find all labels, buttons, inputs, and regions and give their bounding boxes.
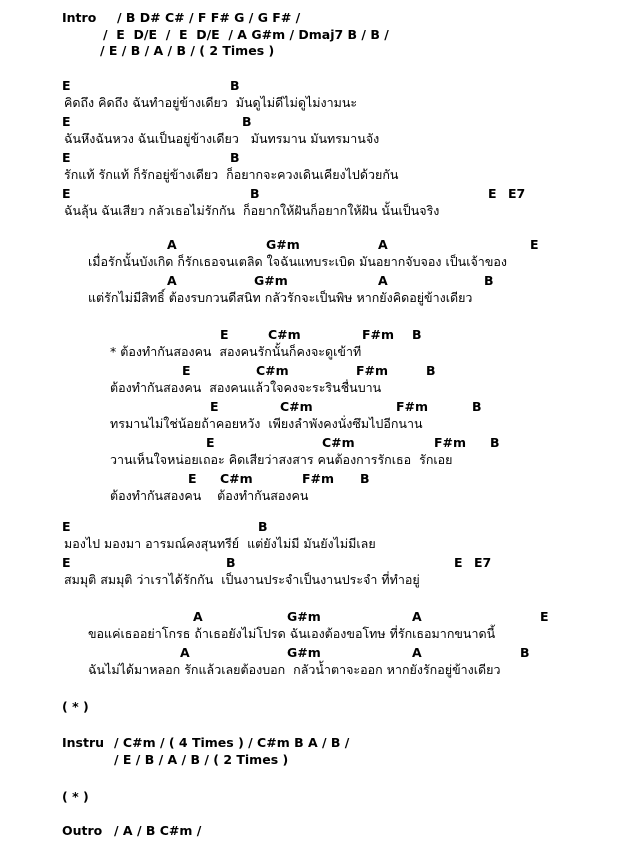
instru-line-1: / C#m / ( 4 Times ) / C#m B A / B /	[114, 735, 350, 750]
chord: B	[230, 150, 240, 165]
chord: A	[378, 273, 388, 288]
chord: F#m	[434, 435, 467, 450]
chord: G#m	[254, 273, 288, 288]
chord: A	[412, 645, 422, 660]
lyric-line: * ต้องทำกันสองคน สองคนรักนั้นก็คงจะดูเข้าที	[110, 344, 362, 359]
lyric-line: มองไป มองมา อารมณ์คงสุนทรีย์ แต่ยังไม่มี มันยังไม่มีเลย	[64, 536, 376, 551]
chord: B	[230, 78, 240, 93]
chord: E	[220, 327, 229, 342]
intro-line-3: / E / B / A / B / ( 2 Times )	[100, 43, 275, 58]
instru-line-2: / E / B / A / B / ( 2 Times )	[114, 752, 289, 767]
chord: B	[250, 186, 260, 201]
chord: E	[62, 114, 71, 129]
outro-line: / A / B C#m /	[114, 823, 202, 838]
chord: E	[488, 186, 497, 201]
chord: A	[378, 237, 388, 252]
lyric-line: ขอแค่เธออย่าโกรธ ถ้าเธอยังไม่โปรด ฉันเองต้องขอโทษ ที่รักเธอมากขนาดนี้	[88, 626, 496, 641]
chord: E	[454, 555, 463, 570]
chord: E	[188, 471, 197, 486]
chord: E7	[474, 555, 492, 570]
chord: G#m	[266, 237, 300, 252]
chord: A	[167, 237, 177, 252]
chord: E	[62, 555, 71, 570]
chord: E	[206, 435, 215, 450]
chord: F#m	[396, 399, 429, 414]
chord: E	[62, 78, 71, 93]
chord: B	[360, 471, 370, 486]
chord: B	[472, 399, 482, 414]
chord: C#m	[220, 471, 253, 486]
chord: C#m	[256, 363, 289, 378]
chord: B	[484, 273, 494, 288]
chord: A	[193, 609, 203, 624]
chord: B	[412, 327, 422, 342]
chord: E	[530, 237, 539, 252]
lyric-line: เมื่อรักนั้นบังเกิด ก็รักเธอจนเตลิด ใจฉันแทบระเบิด มันอยากจับจอง เป็นเจ้าของ	[88, 254, 507, 269]
chord: E	[62, 186, 71, 201]
chord: E	[62, 150, 71, 165]
lyric-line: สมมุติ สมมุติ ว่าเราได้รักกัน เป็นงานประจำเป็นงานประจำ ที่ทำอยู่	[64, 572, 420, 587]
lyric-line: แต่รักไม่มีสิทธิ์ ต้องรบกวนดีสนิท กลัวรักจะเป็นพิษ หากยังคิดอยู่ข้างเดียว	[88, 290, 473, 305]
intro-label: Intro	[62, 10, 97, 25]
chord: E	[540, 609, 549, 624]
lyric-line: ฉันลุ้น ฉันเสียว กลัวเธอไม่รักกัน ก็อยากให้ฝันก็อยากให้ฝัน นั้นเป็นจริง	[64, 203, 440, 218]
chord: B	[426, 363, 436, 378]
chord: G#m	[287, 645, 321, 660]
lyric-line: ต้องทำกันสองคน ต้องทำกันสองคน	[110, 488, 309, 503]
outro-label: Outro	[62, 823, 103, 838]
intro-line-2: / E D/E / E D/E / A G#m / Dmaj7 B / B /	[103, 27, 389, 42]
lyric-line: ฉันหึงฉันหวง ฉันเป็นอยู่ข้างเดียว มันทรมาน มันทรมานจัง	[64, 131, 380, 146]
chord: B	[258, 519, 268, 534]
repeat-chorus-marker-2: ( * )	[62, 789, 89, 804]
chord: C#m	[268, 327, 301, 342]
chord: C#m	[280, 399, 313, 414]
chord: F#m	[356, 363, 389, 378]
lyric-line: คิดถึง คิดถึง ฉันทำอยู่ข้างเดียว มันดูไม่ดีไม่ดูไม่งามนะ	[64, 95, 358, 110]
chord: E7	[508, 186, 526, 201]
lyric-line: รักแท้ รักแท้ ก็รักอยู่ข้างเดียว ก็อยากจะควงเดินเคียงไปด้วยกัน	[64, 167, 399, 182]
chord: E	[182, 363, 191, 378]
lyric-line: วานเห็นใจหน่อยเถอะ คิดเสียว่าสงสาร คนต้องการรักเธอ รักเอย	[110, 452, 453, 467]
chord: E	[62, 519, 71, 534]
chord: B	[520, 645, 530, 660]
chord: C#m	[322, 435, 355, 450]
chord: F#m	[302, 471, 335, 486]
chord: B	[490, 435, 500, 450]
chord: F#m	[362, 327, 395, 342]
lyric-line: ต้องทำกันสองคน สองคนแล้วใจคงจะระรินชื่นบาน	[110, 380, 382, 395]
repeat-chorus-marker: ( * )	[62, 699, 89, 714]
instru-label: Instru	[62, 735, 105, 750]
lyric-line: ทรมานไม่ใช่น้อยถ้าคอยหวัง เพียงลำพังคงนั่งซึมไปอีกนาน	[110, 416, 423, 431]
chord: A	[167, 273, 177, 288]
chord: A	[412, 609, 422, 624]
intro-line-1: / B D# C# / F F# G / G F# /	[117, 10, 301, 25]
chord: A	[180, 645, 190, 660]
lyric-line: ฉันไม่ได้มาหลอก รักแล้วเลยต้องบอก กลัวน้ำตาจะออก หากยังรักอยู่ข้างเดียว	[88, 662, 501, 677]
chord: E	[210, 399, 219, 414]
chord: B	[226, 555, 236, 570]
chord: B	[242, 114, 252, 129]
chord: G#m	[287, 609, 321, 624]
